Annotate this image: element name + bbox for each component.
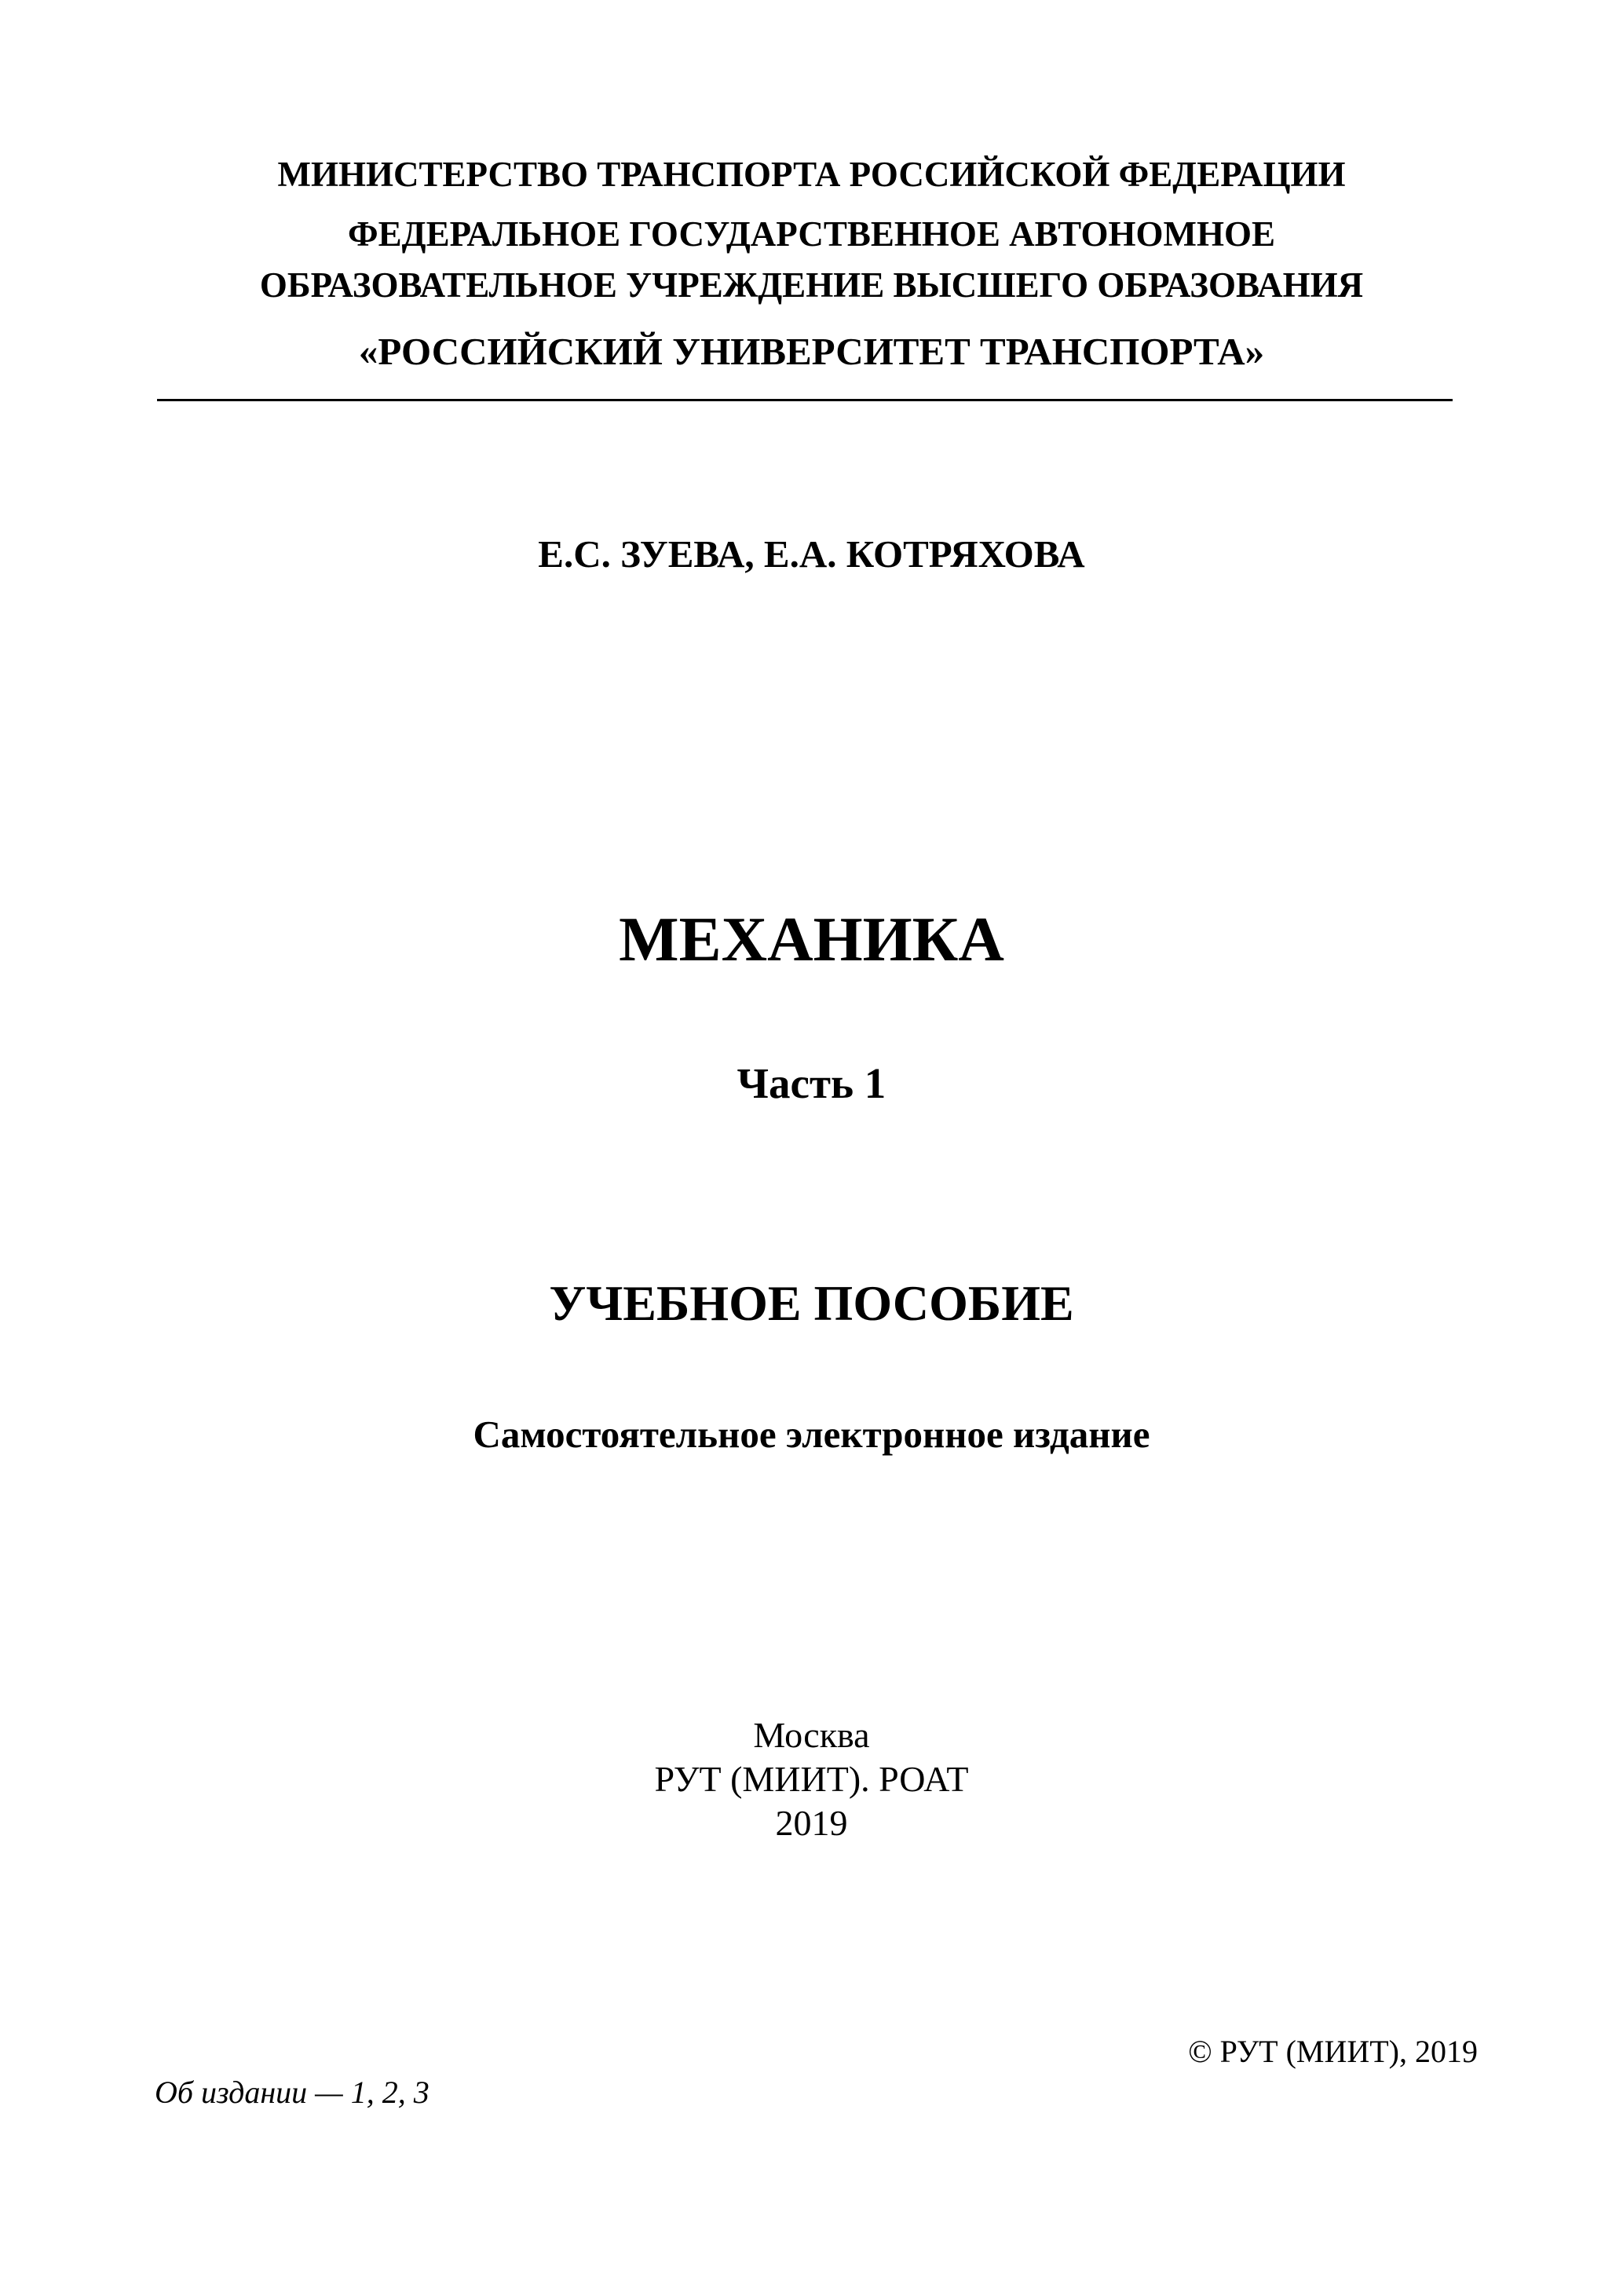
institution-heading-line-1: ФЕДЕРАЛЬНОЕ ГОСУДАРСТВЕННОЕ АВТОНОМНОЕ	[347, 214, 1275, 254]
header-divider	[157, 399, 1453, 401]
about-edition-link[interactable]: Об издании — 1, 2, 3	[155, 2075, 430, 2110]
imprint-publisher: РУТ (МИИТ). РОАТ	[654, 1759, 969, 1799]
imprint-year: 2019	[775, 1803, 848, 1843]
imprint-city: Москва	[753, 1715, 870, 1755]
ministry-heading: МИНИСТЕРСТВО ТРАНСПОРТА РОССИЙСКОЙ ФЕДЕРАЦИИ	[277, 155, 1346, 194]
document-type: УЧЕБНОЕ ПОСОБИЕ	[549, 1275, 1074, 1331]
book-title: МЕХАНИКА	[619, 904, 1004, 974]
copyright-notice: © РУТ (МИИТ), 2019	[1188, 2034, 1478, 2069]
book-part: Часть 1	[737, 1059, 886, 1107]
university-name: «РОССИЙСКИЙ УНИВЕРСИТЕТ ТРАНСПОРТА»	[358, 330, 1265, 373]
edition-type: Самостоятельное электронное издание	[473, 1413, 1150, 1456]
authors: Е.С. ЗУЕВА, Е.А. КОТРЯХОВА	[538, 532, 1085, 576]
institution-heading-line-2: ОБРАЗОВАТЕЛЬНОЕ УЧРЕЖДЕНИЕ ВЫСШЕГО ОБРАЗОВАНИЯ	[259, 265, 1364, 305]
